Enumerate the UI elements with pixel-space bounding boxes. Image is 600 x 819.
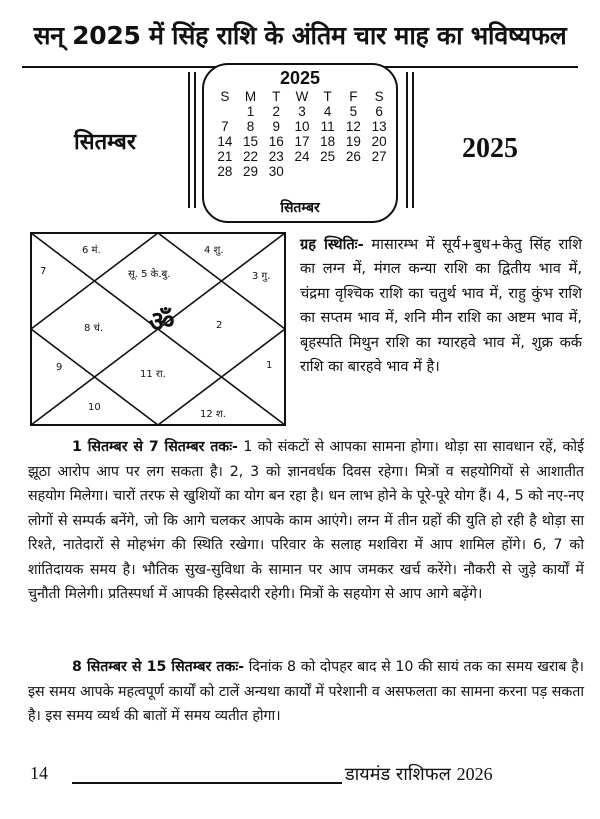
calendar-day: 14 <box>217 134 233 149</box>
page-number: 14 <box>30 763 48 783</box>
calendar-day <box>366 164 392 179</box>
calendar-week-row <box>212 149 392 164</box>
calendar-binding-bar <box>194 72 196 208</box>
kundli-chart <box>30 232 286 426</box>
calendar-day: 18 <box>320 134 336 149</box>
book-title: डायमंड राशिफल <box>345 764 451 785</box>
house-label: 1 <box>266 360 273 371</box>
calendar-day: 2 <box>272 104 281 119</box>
calendar-binding-bar <box>188 72 190 208</box>
calendar-day: 27 <box>371 149 387 164</box>
banner-year: 2025 <box>462 133 518 164</box>
house-label: 8 चं. <box>84 323 104 334</box>
calendar-day <box>341 164 367 179</box>
calendar-day: 19 <box>345 134 361 149</box>
calendar-week-row <box>212 134 392 149</box>
house-label: 12 श. <box>200 409 226 420</box>
calendar-week-row <box>212 104 392 119</box>
calendar-day: 21 <box>217 149 233 164</box>
house-label: 3 गु. <box>252 271 271 282</box>
weekday-label: W <box>295 89 309 104</box>
weekday-label: F <box>349 89 358 104</box>
week-two-paragraph <box>28 655 584 729</box>
weekday-label: T <box>323 89 332 104</box>
calendar-day: 17 <box>294 134 310 149</box>
footer-rule <box>72 782 342 784</box>
weekday-label: M <box>244 89 257 104</box>
calendar-day: 30 <box>268 164 284 179</box>
banner-month: सितम्बर <box>74 130 136 155</box>
house-label: 9 <box>56 362 63 373</box>
calendar-week-row <box>212 119 392 134</box>
calendar-day: 9 <box>272 119 281 134</box>
house-label: 4 शु. <box>204 245 224 256</box>
house-label: 10 <box>88 402 101 413</box>
page-title: सन् 2025 में सिंह राशि के अंतिम चार माह का भविष्यफल <box>33 21 567 50</box>
calendar-day <box>315 164 341 179</box>
calendar-day <box>212 104 238 119</box>
book-year: 2026 <box>456 764 493 784</box>
calendar-binding-bar <box>412 72 414 208</box>
calendar-day: 8 <box>246 119 255 134</box>
calendar-day: 25 <box>320 149 336 164</box>
calendar-month-label: सितम्बर <box>280 200 320 216</box>
week-one-heading: 1 सितम्बर से 7 सितम्बर तकः- <box>72 439 238 455</box>
calendar-day: 3 <box>298 104 306 119</box>
house-label: सू. 5 के.बु. <box>128 269 171 280</box>
calendar-day: 11 <box>320 119 335 134</box>
weekday-label: S <box>374 89 384 104</box>
calendar-day: 22 <box>243 149 259 164</box>
calendar-day: 1 <box>246 104 255 119</box>
calendar-year: 2025 <box>279 68 321 88</box>
house-label: 7 <box>40 266 47 277</box>
calendar-binding-bar <box>406 72 408 208</box>
planet-position-text: मासारम्भ में सूर्य+बुध+केतु सिंह राशि का लग्न में, मंगल कन्या राशि का द्वितीय भाव में, चंद्रमा वृश्चिक राशि का चतुर्थ भाव में, राहु कुंभ राशि का सप्तम भाव में, शनि मीन राशि का अष्टम भाव में, बृहस्पति मिथुन राशि का ग्यारहवे भाव में, शुक्र कर्क राशि का बारहवे भाव में है। <box>300 236 582 376</box>
calendar-day: 20 <box>371 134 387 149</box>
week-one-text: 1 को संकटों से आपका सामना होगा। थोड़ा सा सावधान रहें, कोई झूठा आरोप आप पर लग सकता है। 2, 3 को ज्ञानवर्धक दिवस रहेगा। मित्रों व सहयोगियों से आशातीत सहयोग मिलेगा। चारों तरफ से खुशियों का योग बन रहा है। धन लाभ होने के पूरे-पूरे योग हैं। 4, 5 को नए-नए लोगों से सम्पर्क बनेंगे, जो कि आगे चलकर आपके काम आएंगे। लग्न में तीन ग्रहों की युति हो रही है थोड़ा सा रिश्ते, नातेदारों से मोहभंग की स्थिति रखेगा। परिवार के सलाह मशविरा में आप शामिल होंगे। 6, 7 को शांतिदायक समय है। भौतिक सुख-सुविधा के सामान पर आप जमकर खर्च करेंगे। नौकरी से जुड़े कार्यों में चुनौती मिलेगी। प्रतिस्पर्धा में आपकी हिस्सेदारी रहेगी। मित्रों के सहयोग से आप आगे बढ़ेंगे। <box>28 439 584 602</box>
calendar-day: 23 <box>268 149 284 164</box>
planet-position-heading: ग्रह स्थितिः- <box>300 236 364 253</box>
house-label: 6 मं. <box>82 245 101 256</box>
calendar-day: 13 <box>371 119 387 134</box>
weekday-label: T <box>272 89 281 104</box>
calendar-day: 6 <box>375 104 383 119</box>
calendar-day: 28 <box>217 164 233 179</box>
calendar-day: 15 <box>243 134 259 149</box>
calendar <box>202 63 398 223</box>
calendar-day: 24 <box>294 149 310 164</box>
calendar-week-row <box>212 164 392 179</box>
calendar-day: 7 <box>221 119 229 134</box>
calendar-day: 4 <box>323 104 332 119</box>
calendar-day: 10 <box>294 119 310 134</box>
calendar-day: 16 <box>268 134 284 149</box>
calendar-day: 26 <box>345 149 361 164</box>
calendar-weekday-row <box>212 89 392 104</box>
house-label: 11 रा. <box>140 369 166 380</box>
planet-position-paragraph <box>300 233 582 379</box>
week-one-paragraph <box>28 435 584 607</box>
footer-book-title <box>345 762 493 786</box>
calendar-day <box>289 164 315 179</box>
week-two-text: दिनांक 8 को दोपहर बाद से 10 की सायं तक का समय खराब है। इस समय आपके महत्वपूर्ण कार्यों को टालें अन्यथा कार्यों में परेशानी व असफलता का सामना करना पड़ सकता है। इस समय व्यर्थ की बातों में समय व्यतीत होगा। <box>28 659 584 724</box>
calendar-day: 12 <box>345 119 361 134</box>
calendar-day: 5 <box>349 104 358 119</box>
calendar-day: 29 <box>243 164 259 179</box>
calendar-grid <box>212 89 392 179</box>
house-label: 2 <box>216 320 223 331</box>
om-symbol: ॐ <box>149 305 175 338</box>
week-two-heading: 8 सितम्बर से 15 सितम्बर तकः- <box>72 659 245 675</box>
weekday-label: S <box>220 89 230 104</box>
